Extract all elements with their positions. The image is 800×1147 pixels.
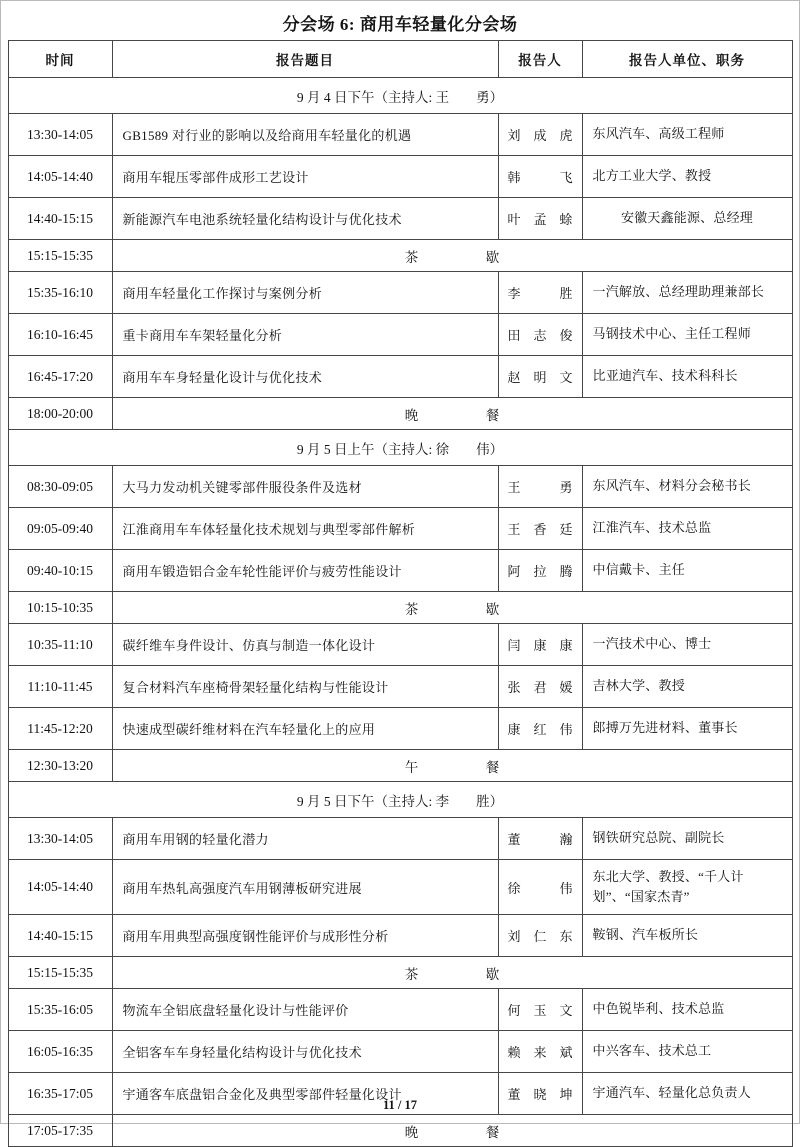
break-row — [8, 240, 792, 272]
talk-affiliation: 中色锐毕利、技术总监 — [582, 989, 792, 1031]
page-number: 11 / 17 — [382, 1098, 418, 1112]
talk-row — [8, 666, 792, 708]
talk-affiliation: 马钢技术中心、主任工程师 — [582, 314, 792, 356]
talk-speaker: 叶孟蜍 — [498, 198, 582, 240]
talk-title: 商用车轻量化工作探讨与案例分析 — [112, 272, 498, 314]
talk-title: 商用车锻造铝合金车轮性能评价与疲劳性能设计 — [112, 550, 498, 592]
talk-speaker: 张君媛 — [498, 666, 582, 708]
talk-row — [8, 624, 792, 666]
talk-title: 宇通客车底盘铝合金化及典型零部件轻量化设计 — [112, 1073, 498, 1115]
header-speaker: 报告人 — [498, 41, 582, 78]
talk-row — [8, 508, 792, 550]
section-title: 9 月 5 日下午（主持人: 李 胜） — [8, 782, 792, 818]
talk-affiliation: 郎搏万先进材料、董事长 — [582, 708, 792, 750]
talk-speaker: 李胜 — [498, 272, 582, 314]
talk-affiliation: 中兴客车、技术总工 — [582, 1031, 792, 1073]
talk-title: 新能源汽车电池系统轻量化结构设计与优化技术 — [112, 198, 498, 240]
talk-time: 11:10-11:45 — [8, 666, 112, 708]
talk-speaker: 董瀚 — [498, 818, 582, 860]
talk-title: 商用车热轧高强度汽车用钢薄板研究进展 — [112, 860, 498, 915]
talk-row — [8, 818, 792, 860]
break-row — [8, 1115, 792, 1147]
talk-row — [8, 550, 792, 592]
talk-row — [8, 198, 792, 240]
talk-time: 11:45-12:20 — [8, 708, 112, 750]
page-title: 分会场 6: 商用车轻量化分会场 — [282, 15, 518, 34]
talk-title: 商用车辊压零部件成形工艺设计 — [112, 156, 498, 198]
talk-row — [8, 466, 792, 508]
break-time: 15:15-15:35 — [8, 240, 112, 272]
talk-affiliation: 江淮汽车、技术总监 — [582, 508, 792, 550]
talk-title: 全铝客车车身轻量化结构设计与优化技术 — [112, 1031, 498, 1073]
talk-affiliation: 安徽天鑫能源、总经理 — [582, 198, 792, 240]
talk-speaker: 赵明文 — [498, 356, 582, 398]
talk-affiliation: 东北大学、教授、“千人计划”、“国家杰青” — [582, 860, 792, 915]
talk-speaker: 何玉文 — [498, 989, 582, 1031]
talk-time: 15:35-16:10 — [8, 272, 112, 314]
break-label: 晚 餐 — [112, 1115, 792, 1147]
talk-time: 14:40-15:15 — [8, 198, 112, 240]
break-time: 12:30-13:20 — [8, 750, 112, 782]
talk-time: 16:35-17:05 — [8, 1073, 112, 1115]
talk-title: 商用车用典型高强度钢性能评价与成形性分析 — [112, 915, 498, 957]
talk-time: 13:30-14:05 — [8, 818, 112, 860]
talk-time: 09:05-09:40 — [8, 508, 112, 550]
talk-speaker: 董晓坤 — [498, 1073, 582, 1115]
break-label: 茶 歇 — [112, 957, 792, 989]
talk-title: 碳纤维车身件设计、仿真与制造一体化设计 — [112, 624, 498, 666]
talk-title: 物流车全铝底盘轻量化设计与性能评价 — [112, 989, 498, 1031]
break-time: 15:15-15:35 — [8, 957, 112, 989]
talk-speaker: 康红伟 — [498, 708, 582, 750]
break-label: 茶 歇 — [112, 240, 792, 272]
talk-time: 16:05-16:35 — [8, 1031, 112, 1073]
break-time: 10:15-10:35 — [8, 592, 112, 624]
talk-time: 08:30-09:05 — [8, 466, 112, 508]
talk-title: 商用车用钢的轻量化潜力 — [112, 818, 498, 860]
talk-title: 复合材料汽车座椅骨架轻量化结构与性能设计 — [112, 666, 498, 708]
talk-row — [8, 356, 792, 398]
talk-speaker: 韩飞 — [498, 156, 582, 198]
talk-time: 14:40-15:15 — [8, 915, 112, 957]
break-label: 茶 歇 — [112, 592, 792, 624]
section-row — [8, 430, 792, 466]
talk-affiliation: 钢铁研究总院、副院长 — [582, 818, 792, 860]
header-affiliation: 报告人单位、职务 — [582, 41, 792, 78]
talk-time: 09:40-10:15 — [8, 550, 112, 592]
talk-affiliation: 比亚迪汽车、技术科科长 — [582, 356, 792, 398]
talk-title: 商用车车身轻量化设计与优化技术 — [112, 356, 498, 398]
talk-affiliation: 一汽解放、总经理助理兼部长 — [582, 272, 792, 314]
talk-speaker: 阿拉腾 — [498, 550, 582, 592]
talk-row — [8, 989, 792, 1031]
break-row — [8, 750, 792, 782]
section-title: 9 月 5 日上午（主持人: 徐 伟） — [8, 430, 792, 466]
header-title: 报告题目 — [112, 41, 498, 78]
break-row — [8, 592, 792, 624]
program-table — [8, 40, 793, 1147]
break-row — [8, 398, 792, 430]
talk-row — [8, 1031, 792, 1073]
talk-affiliation: 东风汽车、高级工程师 — [582, 114, 792, 156]
talk-time: 14:05-14:40 — [8, 156, 112, 198]
talk-title: GB1589 对行业的影响以及给商用车轻量化的机遇 — [112, 114, 498, 156]
talk-title: 快速成型碳纤维材料在汽车轻量化上的应用 — [112, 708, 498, 750]
talk-speaker: 田志俊 — [498, 314, 582, 356]
talk-speaker: 王勇 — [498, 466, 582, 508]
section-title: 9 月 4 日下午（主持人: 王 勇） — [8, 78, 792, 114]
talk-row — [8, 708, 792, 750]
talk-time: 16:10-16:45 — [8, 314, 112, 356]
break-label: 晚 餐 — [112, 398, 792, 430]
talk-affiliation: 吉林大学、教授 — [582, 666, 792, 708]
break-label: 午 餐 — [112, 750, 792, 782]
talk-affiliation: 鞍钢、汽车板所长 — [582, 915, 792, 957]
talk-time: 14:05-14:40 — [8, 860, 112, 915]
talk-title: 重卡商用车车架轻量化分析 — [112, 314, 498, 356]
section-row — [8, 782, 792, 818]
break-row — [8, 957, 792, 989]
talk-time: 16:45-17:20 — [8, 356, 112, 398]
talk-affiliation: 宇通汽车、轻量化总负责人 — [582, 1073, 792, 1115]
talk-affiliation: 北方工业大学、教授 — [582, 156, 792, 198]
talk-speaker: 闫康康 — [498, 624, 582, 666]
talk-affiliation: 一汽技术中心、博士 — [582, 624, 792, 666]
talk-speaker: 刘成虎 — [498, 114, 582, 156]
break-time: 18:00-20:00 — [8, 398, 112, 430]
talk-row — [8, 114, 792, 156]
header-row — [8, 41, 792, 78]
talk-title: 江淮商用车车体轻量化技术规划与典型零部件解析 — [112, 508, 498, 550]
talk-row — [8, 915, 792, 957]
break-time: 17:05-17:35 — [8, 1115, 112, 1147]
talk-time: 13:30-14:05 — [8, 114, 112, 156]
talk-row — [8, 314, 792, 356]
talk-affiliation: 东风汽车、材料分会秘书长 — [582, 466, 792, 508]
section-row — [8, 78, 792, 114]
header-time: 时间 — [8, 41, 112, 78]
talk-affiliation: 中信戴卡、主任 — [582, 550, 792, 592]
talk-row — [8, 272, 792, 314]
talk-time: 15:35-16:05 — [8, 989, 112, 1031]
talk-speaker: 王香廷 — [498, 508, 582, 550]
talk-row — [8, 156, 792, 198]
talk-speaker: 赖来斌 — [498, 1031, 582, 1073]
talk-row — [8, 860, 792, 915]
talk-speaker: 徐伟 — [498, 860, 582, 915]
talk-title: 大马力发动机关键零部件服役条件及选材 — [112, 466, 498, 508]
talk-time: 10:35-11:10 — [8, 624, 112, 666]
talk-speaker: 刘仁东 — [498, 915, 582, 957]
